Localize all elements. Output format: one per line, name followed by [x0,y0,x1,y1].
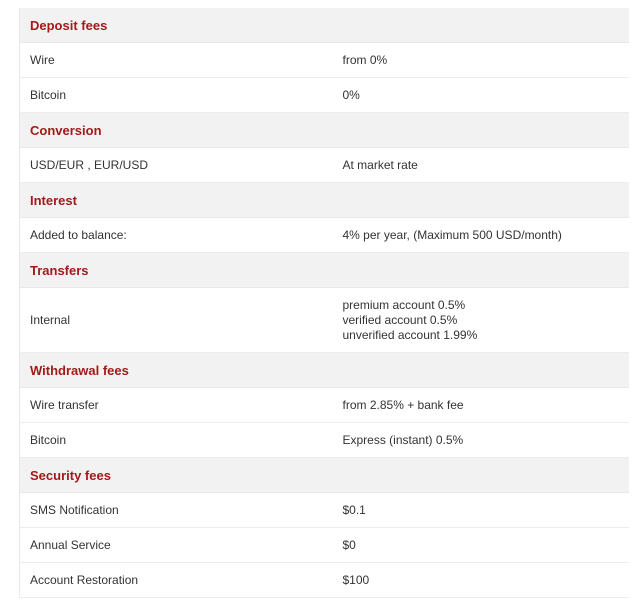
row-value: $0.1 [333,493,629,528]
row-label: Bitcoin [20,78,333,113]
row-label: Wire [20,43,333,78]
section-header-transfers [20,253,629,288]
section-title: Conversion [20,113,629,148]
section-header-deposit-fees [20,8,629,43]
row-label: SMS Notification [20,493,333,528]
section-title: Security fees [20,458,629,493]
row-value [333,288,629,353]
section-header-conversion [20,113,629,148]
row-label: Added to balance: [20,218,333,253]
row-label: Annual Service [20,528,333,563]
table-row [20,423,629,458]
table-row [20,78,629,113]
row-value: $0 [333,528,629,563]
section-title: Deposit fees [20,8,629,43]
row-label: Internal [20,288,333,353]
row-label: Account Restoration [20,563,333,598]
section-title: Withdrawal fees [20,353,629,388]
row-value: $100 [333,563,629,598]
section-title: Interest [20,183,629,218]
table-row [20,288,629,353]
row-value: from 0% [333,43,629,78]
table-row [20,528,629,563]
value-line: premium account 0.5% [342,297,466,312]
row-value: At market rate [333,148,629,183]
row-label: Bitcoin [20,423,333,458]
section-title: Transfers [20,253,629,288]
table-row [20,563,629,598]
row-value: 4% per year, (Maximum 500 USD/month) [333,218,629,253]
table-row [20,493,629,528]
row-value: 0% [333,78,629,113]
table-row [20,388,629,423]
section-header-withdrawal-fees [20,353,629,388]
row-value: Express (instant) 0.5% [333,423,629,458]
row-label: USD/EUR , EUR/USD [20,148,333,183]
table-row [20,148,629,183]
table-row [20,218,629,253]
value-line: verified account 0.5% [342,312,458,327]
section-header-interest [20,183,629,218]
section-header-security-fees [20,458,629,493]
value-line: unverified account 1.99% [342,327,478,342]
fees-table [19,8,629,598]
row-value: from 2.85% + bank fee [333,388,629,423]
row-label: Wire transfer [20,388,333,423]
table-row [20,43,629,78]
